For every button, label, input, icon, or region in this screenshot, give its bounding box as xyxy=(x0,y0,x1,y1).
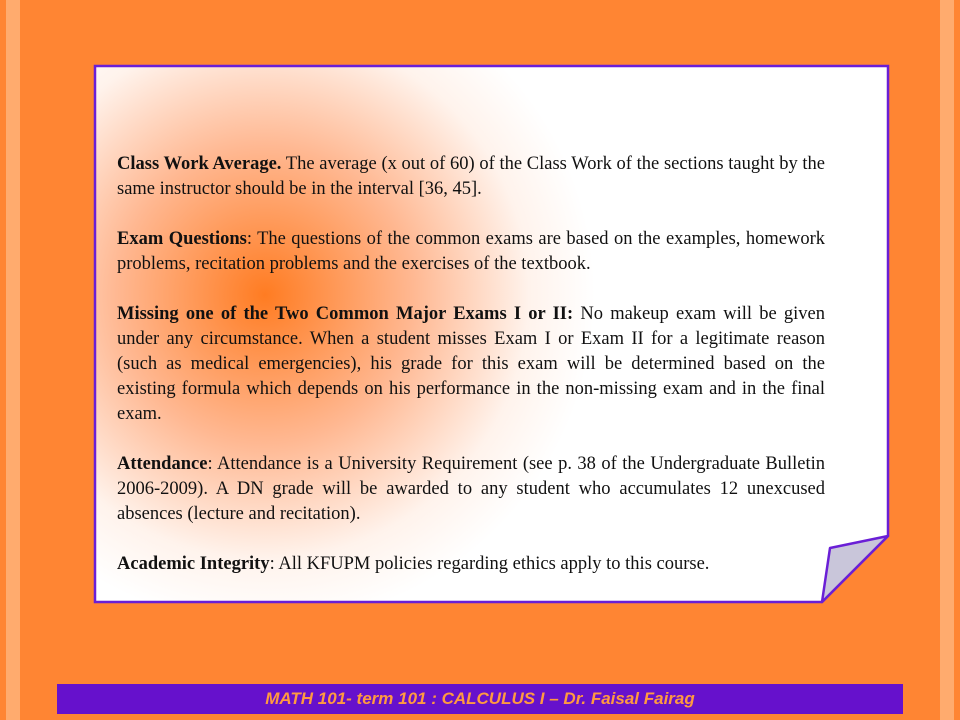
paragraph-academic-integrity xyxy=(117,552,825,577)
paragraph-exam-questions xyxy=(117,227,825,277)
paragraph-body: : All KFUPM policies regarding ethics apply to this course. xyxy=(269,554,710,574)
paragraph-heading: Exam Questions xyxy=(117,229,247,249)
footer-title: MATH 101- term 101 : CALCULUS I – Dr. Faisal Fairag xyxy=(265,689,695,708)
paragraph-body: The average (x out of 60) of the Class Work of the sections taught by the same instructor should be in the interval [36, 45]. xyxy=(117,154,825,199)
footer-bar xyxy=(57,684,903,714)
paragraph-missing-exam xyxy=(117,302,825,427)
paragraph-body: No makeup exam will be given under any circumstance. When a student misses Exam I or Exam II for a legitimate reason (such as medical emergencies), his grade for this exam will be determined based on the existing formula which depends on his performance in the non-missing exam and in the final exam. xyxy=(117,304,825,424)
paragraph-heading: Missing one of the Two Common Major Exams I or II: xyxy=(117,304,574,324)
paragraph-attendance xyxy=(117,452,825,527)
note-content xyxy=(117,152,825,602)
paragraph-body: : The questions of the common exams are based on the examples, homework problems, recitation problems and the exercises of the textbook. xyxy=(117,229,825,274)
paragraph-heading: Attendance xyxy=(117,454,208,474)
paragraph-body: : Attendance is a University Requirement (see p. 38 of the Undergraduate Bulletin 2006-2009). A DN grade will be awarded to any student who accumulates 12 unexcused absences (lecture and recitation). xyxy=(117,454,825,524)
paragraph-class-work-average xyxy=(117,152,825,202)
paragraph-heading: Academic Integrity xyxy=(117,554,270,574)
paragraph-heading: Class Work Average. xyxy=(117,154,282,174)
